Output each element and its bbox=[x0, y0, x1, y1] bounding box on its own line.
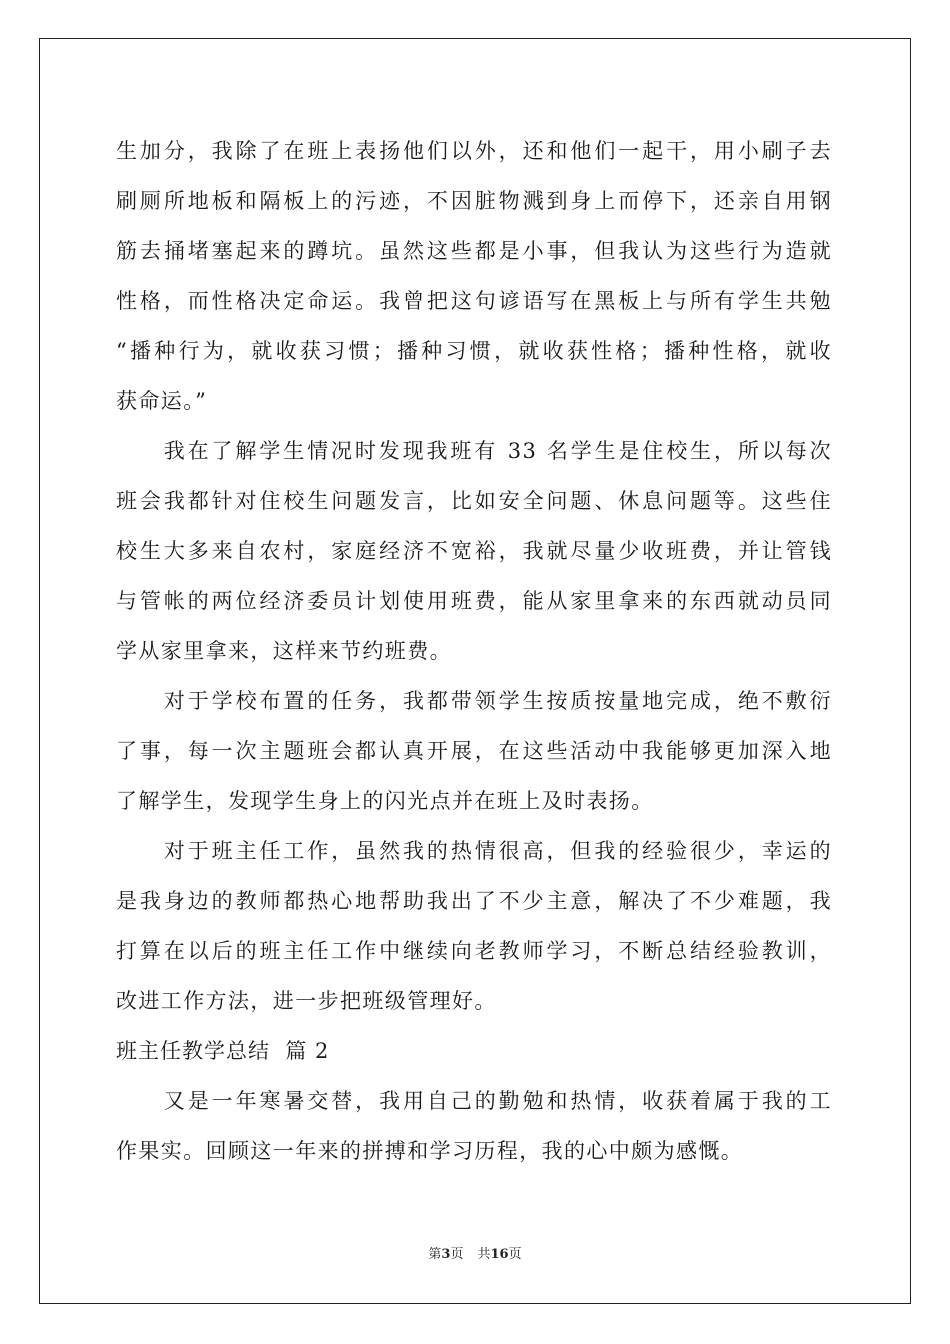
page-unit: 页 bbox=[450, 1247, 464, 1262]
page-prefix: 第 bbox=[428, 1247, 442, 1262]
body-line: 对于班主任工作，虽然我的热情很高，但我的经验很少，幸运的 bbox=[116, 839, 832, 863]
body-line: 了解学生，发现学生身上的闪光点并在班上及时表扬。 bbox=[116, 789, 654, 813]
total-prefix: 共 bbox=[477, 1247, 491, 1262]
section-heading: 班主任教学总结 篇 2 bbox=[116, 1039, 330, 1063]
body-line: 又是一年寒暑交替，我用自己的勤勉和热情，收获着属于我的工 bbox=[116, 1089, 832, 1113]
total-unit: 页 bbox=[508, 1247, 522, 1262]
body-line: 作果实。回顾这一年来的拼搏和学习历程，我的心中颇为感慨。 bbox=[116, 1139, 744, 1163]
page-number: 3 bbox=[441, 1247, 451, 1262]
body-line: “播种行为，就收获习惯；播种习惯，就收获性格；播种性格，就收 bbox=[116, 339, 832, 363]
body-line: 学从家里拿来，这样来节约班费。 bbox=[116, 639, 452, 663]
body-line: 打算在以后的班主任工作中继续向老教师学习，不断总结经验教训， bbox=[116, 939, 832, 963]
body-line: 获命运。” bbox=[116, 389, 208, 413]
body-line: 是我身边的教师都热心地帮助我出了不少主意，解决了不少难题，我 bbox=[116, 889, 832, 913]
body-line: 班会我都针对住校生问题发言，比如安全问题、休息问题等。这些住 bbox=[116, 489, 832, 513]
body-line: 与管帐的两位经济委员计划使用班费，能从家里拿来的东西就动员同 bbox=[116, 589, 832, 613]
body-line: 我在了解学生情况时发现我班有 33 名学生是住校生，所以每次 bbox=[116, 439, 832, 463]
total-pages: 16 bbox=[490, 1247, 509, 1262]
body-line: 刷厕所地板和隔板上的污迹，不因脏物溅到身上而停下，还亲自用钢 bbox=[116, 189, 832, 213]
body-line: 了事，每一次主题班会都认真开展，在这些活动中我能够更加深入地 bbox=[116, 739, 832, 763]
body-line: 性格，而性格决定命运。我曾把这句谚语写在黑板上与所有学生共勉 bbox=[116, 289, 832, 313]
body-line: 筋去捅堵塞起来的蹲坑。虽然这些都是小事，但我认为这些行为造就 bbox=[116, 239, 832, 263]
page-footer bbox=[0, 1247, 950, 1263]
body-line: 生加分，我除了在班上表扬他们以外，还和他们一起干，用小刷子去 bbox=[116, 139, 832, 163]
body-line: 对于学校布置的任务，我都带领学生按质按量地完成，绝不敷衍 bbox=[116, 689, 832, 713]
body-line: 改进工作方法，进一步把班级管理好。 bbox=[116, 989, 497, 1013]
body-line: 校生大多来自农村，家庭经济不宽裕，我就尽量少收班费，并让管钱 bbox=[116, 539, 832, 563]
